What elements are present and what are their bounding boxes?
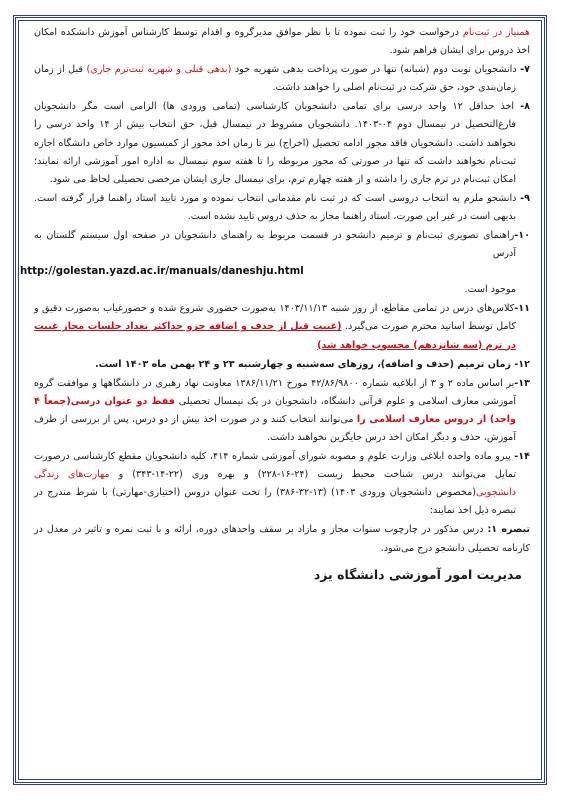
item-13-highlight: فقط دو عنوان درسی(جمعاً ۴ واحد) از دروس معارف اسلامی را bbox=[34, 395, 516, 425]
note-1 bbox=[34, 521, 530, 557]
item-11 bbox=[34, 300, 530, 354]
item-11-number: ۱۱- bbox=[514, 303, 530, 315]
golestan-manual-link[interactable]: http://golestan.yazd.ac.ir/manuals/daneshju.html bbox=[20, 266, 304, 278]
item-14 bbox=[34, 448, 530, 520]
item-13-text-2: می‌توانند انتخاب کنند و در صورت اخذ بیش از دو درس، پس از بررسی از طرف آموزش، حذف و دیگر امکان اخذ درس جایگزین نخواهند داشت. bbox=[34, 413, 516, 443]
note-1-label: تبصره ۱: bbox=[487, 524, 530, 536]
item-14-highlight: مهارت‌های زندگی دانشجویی bbox=[34, 469, 516, 499]
item-11-highlight: (غیبت قبل از حذف و اضافه جزو حداکثر تعداد جلسات مجاز غیبت در ترم (سه شانزدهم) محسوب خواهد شد) bbox=[34, 321, 516, 351]
item-10 bbox=[20, 227, 530, 299]
intro-highlight: همنیاز در ثبت‌نام bbox=[462, 27, 530, 38]
item-14-text-2: (مخصوص دانشجویان ورودی ۱۴۰۳) (۱۳-۳۲-۳۸۶) را تحت عنوان دروس (اختیاری-مهارتی) با شرط مندرج در تبصره ذیل اخذ نمایند: bbox=[34, 487, 516, 517]
item-10-text-1: راهنمای تصویری ثبت‌نام و ترمیم دانشجو در قسمت مربوط به راهنمای دانشجویان در صفحه اول سیستم گلستان به آدرس bbox=[34, 230, 516, 260]
item-10-number: ۱۰- bbox=[514, 230, 530, 242]
item-12-text: زمان ترمیم (حذف و اضافه)، روزهای سه‌شنبه و چهارشنبه ۲۳ و ۲۴ بهمن ماه ۱۴۰۳ است. bbox=[94, 358, 515, 370]
item-7-number: ۷- bbox=[520, 64, 531, 76]
item-8-number: ۸- bbox=[520, 101, 530, 113]
item-11-text: کلاس‌های درس در تمامی مقاطع، از روز شنبه ۱۴۰۳/۱۱/۱۳ به‌صورت حضوری شروع شده و حضورغیاب به‌صورت دقیق و کامل توسط اساتید محترم صورت می‌گیرد. bbox=[34, 303, 516, 333]
signature: مدیریت امور آموزشی دانشگاه یزد bbox=[313, 566, 522, 582]
intro-text: درخواست خود را ثبت نموده تا با نظر موافق مدیرگروه و اقدام توسط کارشناس آموزش دانشکده امکان اخذ دروس برای ایشان فراهم شود. bbox=[34, 27, 530, 57]
note-1-text: درس مذکور در چارچوب سنوات مجاز و مازاد بر سقف واحدهای دوره، ارائه و با ثبت نمره و تاثیر در معدل در کارنامه تحصیلی دانشجو درج می‌شود. bbox=[34, 524, 530, 554]
item-7 bbox=[34, 61, 530, 97]
item-13-number: ۱۳- bbox=[514, 377, 530, 389]
item-8-text: اخذ حداقل ۱۲ واحد درسی برای تمامی دانشجویان کارشناسی (تمامی ورودی ها) الزامی است مگر دانشجویان فارغ‌التحصیل در نیمسال دوم ۰۴-۱۴۰۳. دانشجویان مشروط در نیمسال قبل، حق انتخاب بیش از ۱۴ واحد درسی را نخواهند داشت. دانشجویان فاقد مجوز ادامه تحصیل (اخراج) نیز تا زمان اخذ مجوز از کمیسیون موارد خاص دانشگاه اجازه ثبت‌نام نخواهند داشت که تنها در صورتی که مجوز مربوطه را تا هفته سوم نیمسال به اداره امور آموزشی ارائه نمایند؛ امکان ثبت‌نام در ترم جاری را داشته و از هفته چهارم ترم، برای نیمسال جاری ایشان مرخصی تحصیلی لحاظ می شود. bbox=[34, 101, 521, 185]
item-8 bbox=[34, 98, 530, 188]
item-9-text: دانشجو ملزم به انتخاب دروسی است که در ثبت نام مقدماتی انتخاب نموده و مورد تایید استاد راهنما قرار گرفته است. بدیهی است در غیر این صورت، استاد راهنما مجاز به حذف دروس تایید نشده است. bbox=[34, 192, 521, 222]
item-12 bbox=[34, 356, 530, 374]
intro-paragraph bbox=[34, 24, 530, 60]
item-12-number: ۱۲- bbox=[514, 358, 530, 370]
item-13 bbox=[34, 375, 530, 447]
item-7-highlight: (بدهی قبلی و شهریه ثبت‌ترم جاری) bbox=[86, 64, 232, 76]
item-13-text-1: بر اساس ماده ۲ و ۳ از ابلاغیه شماره ۴۲/۸۶/۹۸۰۰ مورخ ۱۳۸۶/۱۱/۲۱ معاونت نهاد رهبری در دانشگاهها و موافقت گروه آموزشی معارف اسلامی و علوم قرآنی دانشگاه، دانشجویان در یک نیمسال تحصیلی bbox=[34, 377, 516, 407]
item-7-text-2: قبل از زمان زمان‌بندی خود، حق شرکت در ثبت‌نام اصلی را خواهند داشت. bbox=[34, 64, 516, 94]
item-14-text-1: پیرو ماده واحده ابلاغی وزارت علوم و مصوبه شورای آموزشی شماره ۴۱۴، کلیه دانشجویان مقطع کارشناسی درصورت تمایل می‌توانند درس شناخت محیط زیست (۲۴-۱۶-۲۲۸) و بهره وری (۲۲-۱۴-۳۴۳) و bbox=[34, 451, 516, 481]
document-body bbox=[20, 24, 531, 764]
item-9 bbox=[34, 190, 530, 226]
item-14-number: ۱۴- bbox=[514, 451, 530, 463]
item-9-number: ۹- bbox=[520, 192, 530, 204]
item-10-text-2: موجود است. bbox=[464, 284, 516, 296]
item-7-text-1: دانشجویان نوبت دوم (شبانه) تنها در صورت پرداخت بدهی شهریه خود bbox=[231, 64, 521, 76]
